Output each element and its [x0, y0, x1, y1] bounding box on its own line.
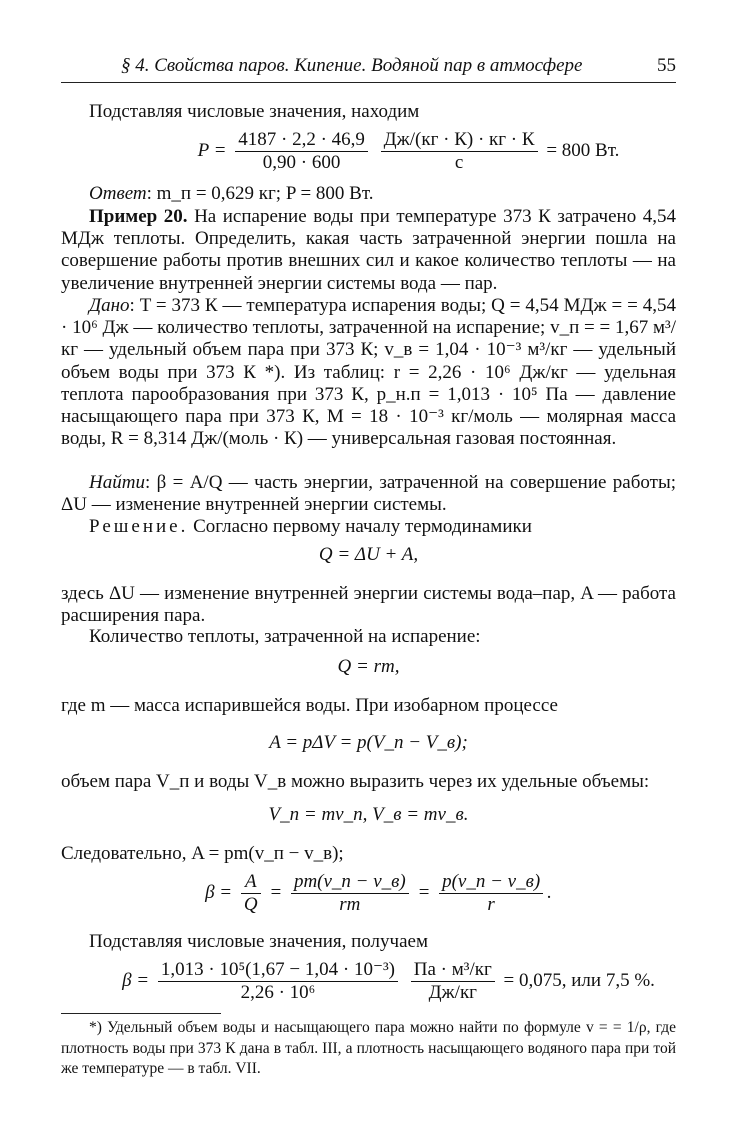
fraction-pm: [291, 872, 409, 915]
numerator: pm(v_п − v_в): [291, 872, 409, 894]
running-header: [61, 52, 676, 83]
fraction-result-numeric: [158, 960, 398, 1003]
example-paragraph: [61, 206, 676, 295]
example-text: На испарение воды при температуре 373 К затрачено 4,54 МДж теплоты. Определить, какая часть затраченной энергии пошла на совершение работы против внешних сил и какое количество теплоты — на увеличение внутренней энергии системы вода — пар.: [61, 206, 676, 294]
numerator: A: [241, 872, 261, 894]
beta-lhs: β =: [205, 881, 233, 903]
example-label: Пример 20.: [89, 206, 188, 227]
text-delta-u: здесь ΔU — изменение внутренней энергии системы вода–пар, A — работа расширения пара.: [61, 583, 676, 627]
numerator: 1,013 · 10⁵(1,67 − 1,04 · 10⁻³): [158, 960, 398, 982]
text-volumes: объем пара V_п и воды V_в можно выразить через их удельные объемы:: [61, 771, 650, 792]
answer-text: : m_п = 0,629 кг; P = 800 Вт.: [146, 183, 374, 204]
fraction-units: [381, 130, 538, 173]
result-rhs: = 0,075, или 7,5 %.: [503, 969, 655, 991]
denominator: 0,90 · 600: [262, 152, 341, 173]
formula-lhs: P =: [197, 139, 227, 161]
answer-label: Ответ: [89, 183, 147, 204]
fraction-numeric: [235, 130, 368, 173]
text-heat: Количество теплоты, затраченной на испарение:: [89, 626, 481, 647]
denominator: rm: [339, 894, 361, 915]
numerator: p(v_п − v_в): [439, 872, 543, 894]
equation-work: A = pΔV = p(V_п − V_в);: [269, 732, 468, 753]
denominator: Дж/кг: [428, 982, 477, 1003]
text-substituting: Подставляя числовые значения, получаем: [89, 931, 428, 952]
answer-line: [61, 183, 676, 205]
given-label: Дано: [89, 295, 130, 316]
text-mass: где m — масса испарившейся воды. При изобарном процессе: [61, 695, 558, 716]
page-number: 55: [657, 55, 676, 76]
equation-beta: β = $\frac{A}{Q}$ = $\frac{pm(v\_п - v\_в)}{rm}$ = $\frac{p(v\_п - v\_в)}{r}$ .: [205, 871, 552, 915]
fraction-a-q: [241, 872, 261, 915]
fraction-result-units: [411, 960, 495, 1003]
text-therefore: Следовательно, A = pm(v_п − v_в);: [61, 843, 344, 864]
denominator: Q: [243, 894, 258, 915]
equation-volumes: V_п = mv_п, V_в = mv_в.: [268, 804, 469, 825]
equation-first-law: Q = ΔU + A,: [318, 544, 419, 565]
header-title: § 4. Свойства паров. Кипение. Водяной пар в атмосфере: [121, 55, 583, 76]
numerator: Дж/(кг · К) · кг · К: [381, 130, 538, 152]
formula-rhs: = 800 Вт.: [546, 139, 620, 161]
find-text: : β = A/Q — часть энергии, затраченной на совершение работы; ΔU — изменение внутренней энергии системы.: [61, 472, 676, 516]
solution-text: Согласно первому началу термодинамики: [188, 516, 532, 537]
fraction-p: [439, 872, 543, 915]
given-paragraph: [61, 295, 676, 450]
denominator: r: [487, 894, 495, 915]
equation-q-rm: Q = rm,: [337, 656, 400, 677]
footnote: *) Удельный объем воды и насыщающего пара можно найти по формуле v = = 1/ρ, где плотность воды при 373 К дана в табл. III, а плотность насыщающего водяного пара при той же температуре — в табл. VII.: [61, 1019, 676, 1077]
numerator: Па · м³/кг: [411, 960, 495, 982]
numerator: 4187 · 2,2 · 46,9: [235, 130, 368, 152]
equation-result: [61, 960, 696, 1003]
denominator: 2,26 · 10⁶: [240, 982, 316, 1003]
solution-label: Решение.: [89, 516, 189, 537]
find-paragraph: [61, 472, 676, 516]
solution-line: [61, 516, 676, 538]
footnote-rule: [61, 1013, 221, 1014]
intro-line: Подставляя числовые значения, находим: [89, 101, 420, 122]
result-lhs: β =: [122, 969, 150, 991]
given-text: : T = 373 К — температура испарения воды; Q = 4,54 МДж = = 4,54 · 10⁶ Дж — количество теплоты, затраченной на испарение; v_п = = 1,67 м³/кг — удельный объем пара при 373 К; v_в = 1,04 · 10⁻³ м³/кг — удельный объем воды при 373 К *). Из таблиц: r = 2,26 · 10⁶ Дж/кг — удельная теплота парообразования при 373 К, p_н.п = 1,013 · 10⁵ Па — давление насыщающего пара при 373 К, M = 18 · 10⁻³ кг/моль — молярная масса воды, R = 8,314 Дж/(моль · К) — универсальная газовая постоянная.: [61, 295, 676, 450]
denominator: с: [454, 152, 464, 173]
formula-power: [61, 130, 716, 173]
find-label: Найти: [89, 472, 145, 493]
